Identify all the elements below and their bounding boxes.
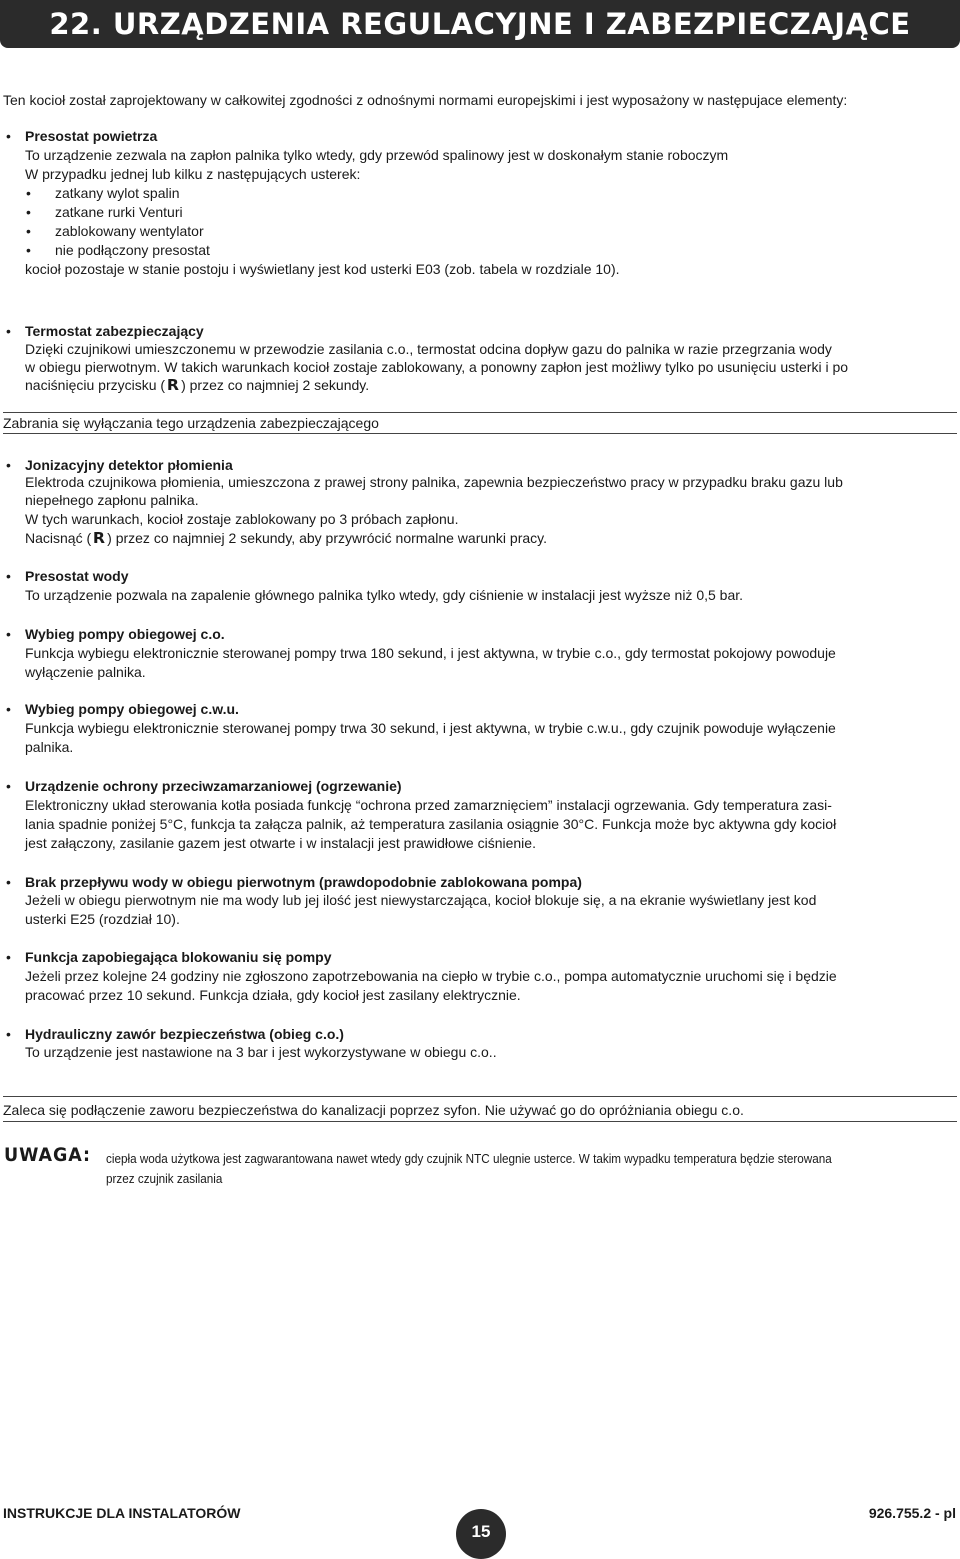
wybieg-co-line1: Funkcja wybiegu elektronicznie sterowanej pompy trwa 180 sekund, i jest aktywna, w trybie c.o., gdy termostat pokojowy powoduje <box>25 645 836 661</box>
funkcja-pompy-title: Funkcja zapobiegająca blokowaniu się pompy <box>25 949 332 965</box>
wybieg-co-title: Wybieg pompy obiegowej c.o. <box>25 626 225 642</box>
sub-item: zatkane rurki Venturi <box>55 204 183 220</box>
termostat-title: Termostat zabezpieczający <box>25 323 204 339</box>
divider <box>3 1096 957 1097</box>
presostat-powietrza-line3: kocioł pozostaje w stanie postoju i wyświetlany jest kod usterki E03 (zob. tabela w rozdziale 10). <box>25 261 620 277</box>
wybieg-cwu-line1: Funkcja wybiegu elektronicznie sterowanej pompy trwa 30 sekund, i jest aktywna, w trybie c.w.u., gdy czujnik powoduje wyłączenie <box>25 720 836 736</box>
przeciwzamarzaniowe-line1: Elektroniczny układ sterowania kotła posiada funkcję “ochrona przed zamarznięciem” instalacji ogrzewania. Gdy temperatura zasi- <box>25 797 832 813</box>
bullet: • <box>6 457 11 473</box>
bullet: • <box>26 242 31 258</box>
sub-item: zablokowany wentylator <box>55 223 204 239</box>
jonizacyjny-line4 <box>25 529 547 548</box>
bullet: • <box>6 128 11 144</box>
wybieg-cwu-title: Wybieg pompy obiegowej c.w.u. <box>25 701 239 717</box>
brak-przeplywu-title: Brak przepływu wody w obiegu pierwotnym (prawdopodobnie zablokowana pompa) <box>25 874 582 890</box>
wybieg-cwu-line2: palnika. <box>25 739 74 755</box>
zawor-line1: To urządzenie jest nastawione na 3 bar i jest wykorzystywane w obiegu c.o.. <box>25 1044 497 1060</box>
intro-text: Ten kocioł został zaprojektowany w całkowitej zgodności z odnośnymi normami europejskimi i jest wyposażony w następujace elementy: <box>3 92 848 108</box>
bullet: • <box>6 874 11 890</box>
bullet: • <box>6 701 11 717</box>
jonizacyjny-title: Jonizacyjny detektor płomienia <box>25 457 233 473</box>
termostat-line2: w obiegu pierwotnym. W takich warunkach kocioł zostaje zablokowany, a ponowny zapłon jest możliwy tylko po usunięciu usterki i po <box>25 359 849 375</box>
section-title: 22. URZĄDZENIA REGULACYJNE I ZABEZPIECZAJĄCE <box>49 7 911 41</box>
presostat-wody-title: Presostat wody <box>25 568 129 584</box>
funkcja-pompy-line2: pracować przez 10 sekund. Funkcja działa, gdy kocioł jest zasilany elektrycznie. <box>25 987 521 1003</box>
jonizacyjny-line3: W tych warunkach, kocioł zostaje zablokowany po 3 próbach zapłonu. <box>25 511 459 527</box>
termostat-line1: Dzięki czujnikowi umieszczonemu w przewodzie zasilania c.o., termostat odcina dopływ gazu do palnika w razie przegrzania wody <box>25 341 832 357</box>
presostat-powietrza-title: Presostat powietrza <box>25 128 158 144</box>
page-number: 15 <box>456 1509 506 1559</box>
footer-title: INSTRUKCJE DLA INSTALATORÓW <box>3 1505 241 1521</box>
przeciwzamarzaniowe-line2: lania spadnie poniżej 5°C, funkcja ta załącza palnik, aż temperatura zasilania osiągnie 30°C. Funkcja może byc aktywna gdy kocioł <box>25 816 837 832</box>
sub-item: nie podłączony presostat <box>55 242 210 258</box>
document-code: 926.755.2 - pl <box>868 1505 956 1521</box>
wybieg-co-line2: wyłączenie palnika. <box>25 664 146 680</box>
reset-icon: R <box>166 376 180 394</box>
divider <box>3 1121 957 1122</box>
sub-item: zatkany wylot spalin <box>55 185 180 201</box>
bullet: • <box>26 185 31 201</box>
presostat-powietrza-line1: To urządzenie zezwala na zapłon palnika tylko wtedy, gdy przewód spalinowy jest w doskonałym stanie roboczym <box>25 147 729 163</box>
termostat-line3-pre: naciśnięciu przycisku ( <box>25 377 166 393</box>
warning-text: Zabrania się wyłączania tego urządzenia zabezpieczającego <box>3 415 379 431</box>
termostat-line3 <box>25 376 369 395</box>
brak-przeplywu-line1: Jeżeli w obiegu pierwotnym nie ma wody lub jej ilość jest niewystarczająca, kocioł blokuje się, a na ekranie wyświetlany jest kod <box>25 892 817 908</box>
bullet: • <box>26 204 31 220</box>
section-header <box>0 0 960 48</box>
bullet: • <box>6 323 11 339</box>
jonizacyjny-line4-post: ) przez co najmniej 2 sekundy, aby przywrócić normalne warunki pracy. <box>107 530 548 546</box>
termostat-line3-post: ) przez co najmniej 2 sekundy. <box>181 377 370 393</box>
presostat-powietrza-line2: W przypadku jednej lub kilku z następujących usterek: <box>25 166 361 182</box>
uwaga-label: UWAGA: <box>4 1144 91 1166</box>
reset-icon: R <box>93 529 106 547</box>
divider <box>3 433 957 434</box>
bullet: • <box>6 949 11 965</box>
uwaga-text: ciepła woda użytkowa jest zagwarantowana nawet wtedy gdy czujnik NTC ulegnie usterce. W takim wypadku temperatura będzie sterowana przez czujnik zasilania <box>106 1151 832 1186</box>
brak-przeplywu-line2: usterki E25 (rozdział 10). <box>25 911 180 927</box>
bullet: • <box>6 626 11 642</box>
bullet: • <box>6 778 11 794</box>
bullet: • <box>26 223 31 239</box>
jonizacyjny-line4-pre: Nacisnąć ( <box>25 530 92 546</box>
przeciwzamarzaniowe-line3: jest załączony, zasilanie gazem jest otwarte i w instalacji jest prawidłowe ciśnienie. <box>25 835 536 851</box>
jonizacyjny-line1: Elektroda czujnikowa płomienia, umieszczona z prawej strony palnika, zapewnia bezpieczeństwo pracy w przypadku braku gazu lub <box>25 474 843 490</box>
divider <box>3 412 957 413</box>
funkcja-pompy-line1: Jeżeli przez kolejne 24 godziny nie zgłoszono zapotrzebowania na ciepło w trybie c.o., pompa automatycznie uruchomi się i będzie <box>25 968 837 984</box>
warning-text: Zaleca się podłączenie zaworu bezpieczeństwa do kanalizacji poprzez syfon. Nie używać go do opróżniania obiegu c.o. <box>3 1102 744 1118</box>
presostat-wody-line1: To urządzenie pozwala na zapalenie głównego palnika tylko wtedy, gdy ciśnienie w instalacji jest wyższe niż 0,5 bar. <box>25 587 744 603</box>
bullet: • <box>6 568 11 584</box>
bullet: • <box>6 1026 11 1042</box>
zawor-title: Hydrauliczny zawór bezpieczeństwa (obieg c.o.) <box>25 1026 344 1042</box>
jonizacyjny-line2: niepełnego zapłonu palnika. <box>25 492 199 508</box>
przeciwzamarzaniowe-title: Urządzenie ochrony przeciwzamarzaniowej (ogrzewanie) <box>25 778 402 794</box>
